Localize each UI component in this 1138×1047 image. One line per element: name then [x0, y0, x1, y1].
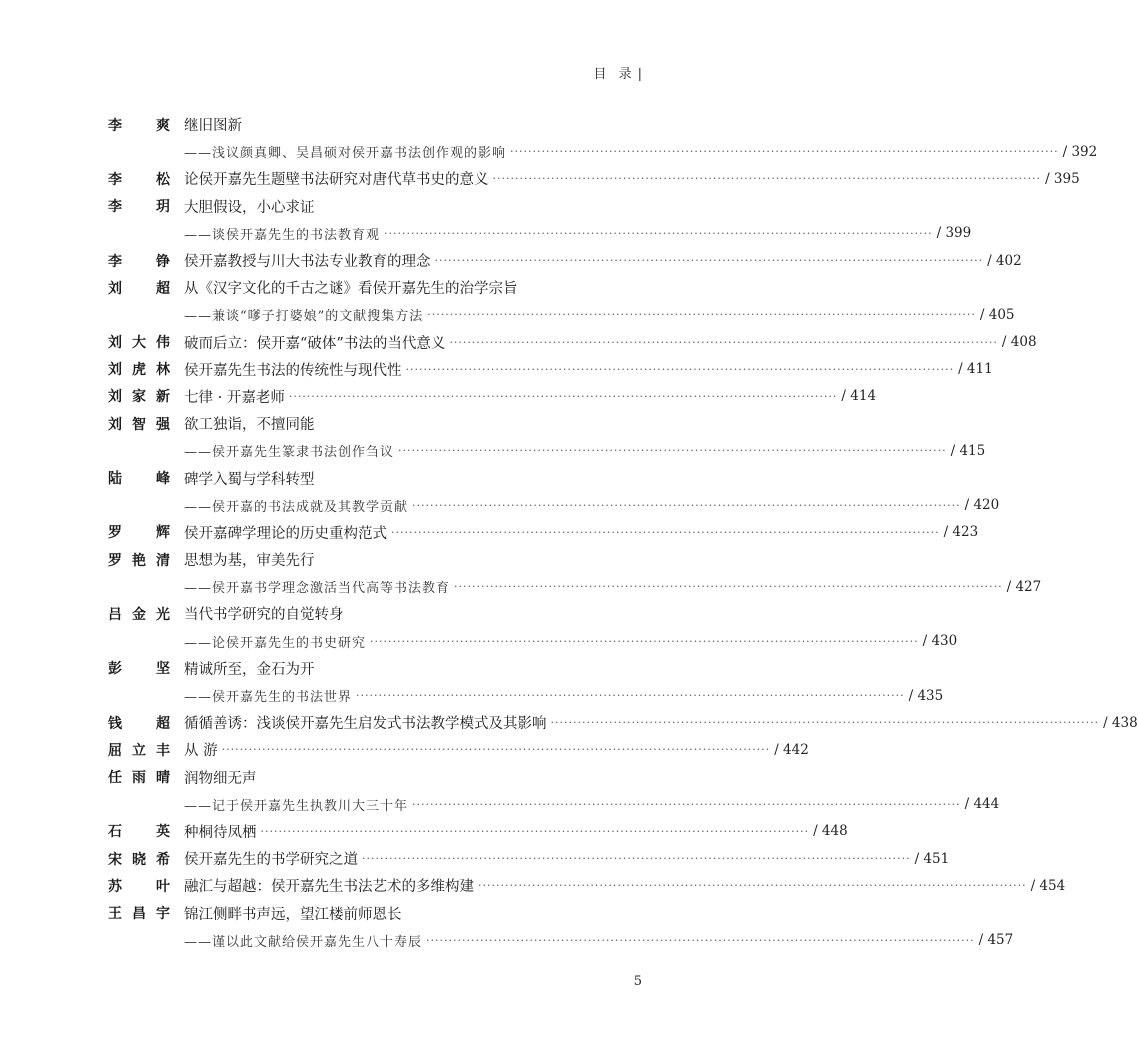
dot-leader [412, 798, 961, 811]
entry-subtitle: ——谈侯开嘉先生的书法教育观 [184, 227, 381, 243]
entry-page-number: / 444 [964, 796, 1000, 813]
entry-title: 碑学入蜀与学科转型 [184, 471, 315, 488]
entry-title: 侯开嘉教授与川大书法专业教育的理念 [184, 254, 431, 271]
entry-page-number: / 438 [1103, 714, 1138, 731]
entry-author: 李 玥 [108, 199, 170, 216]
entry-author: 刘智强 [108, 416, 170, 433]
header-bar: | [637, 67, 642, 82]
entry-page-number: / 454 [1030, 877, 1066, 894]
toc-entry[interactable] [108, 709, 1138, 736]
entry-author: 苏 叶 [108, 878, 170, 895]
toc-entry[interactable] [108, 165, 1080, 192]
toc-entry[interactable] [108, 899, 644, 926]
entry-author: 宋晓希 [108, 851, 170, 868]
toc-entry-subtitle-row[interactable] [108, 437, 986, 464]
entry-title: 侯开嘉先生书法的传统性与现代性 [184, 362, 402, 379]
toc-entry-subtitle-row[interactable] [108, 927, 1014, 954]
entry-page-number: / 399 [936, 225, 972, 242]
toc-entry-subtitle-row[interactable] [108, 682, 944, 709]
toc-entry[interactable] [108, 845, 950, 872]
entry-subtitle: ——谨以此文献给侯开嘉先生八十寿辰 [184, 934, 423, 950]
entry-author: 任雨晴 [108, 770, 170, 787]
entry-author: 刘大伟 [108, 335, 170, 352]
entry-page-number: / 392 [1062, 143, 1098, 160]
header-text: 目 录 [593, 67, 636, 82]
dot-leader [449, 336, 998, 349]
entry-author: 李 铮 [108, 253, 170, 270]
entry-title: 当代书学研究的自觉转身 [184, 607, 344, 624]
dot-leader [510, 145, 1059, 158]
dot-leader [370, 635, 919, 648]
toc-entry-subtitle-row[interactable] [108, 628, 958, 655]
entry-subtitle: ——兼谈“嗲子打婆娘”的文献搜集方法 [184, 309, 424, 325]
toc-entry[interactable] [108, 464, 644, 491]
entry-subtitle: ——浅议颜真卿、吴昌硕对侯开嘉书法创作观的影响 [184, 146, 507, 162]
table-of-contents [108, 111, 1138, 954]
entry-title: 思想为基，审美先行 [184, 553, 315, 570]
entry-author: 刘虎林 [108, 362, 170, 379]
entry-author: 钱 超 [108, 715, 170, 732]
entry-title: 大胆假设，小心求证 [184, 199, 315, 216]
entry-page-number: / 411 [958, 361, 993, 378]
entry-page-number: / 435 [908, 687, 944, 704]
entry-title: 循循善诱：浅谈侯开嘉先生启发式书法教学模式及其影响 [184, 716, 547, 733]
toc-entry-subtitle-row[interactable] [108, 492, 1000, 519]
dot-leader [406, 363, 955, 376]
toc-entry[interactable] [108, 410, 644, 437]
entry-author: 刘家新 [108, 389, 170, 406]
toc-entry-subtitle-row[interactable] [108, 138, 1098, 165]
entry-author: 陆 峰 [108, 471, 170, 488]
entry-subtitle: ——侯开嘉先生的书法世界 [184, 690, 353, 706]
toc-entry[interactable] [108, 764, 644, 791]
entry-author: 罗艳清 [108, 552, 170, 569]
toc-entry[interactable] [108, 818, 848, 845]
toc-entry[interactable] [108, 655, 644, 682]
entry-title: 七律 · 开嘉老师 [184, 389, 285, 406]
entry-author: 屈立丰 [108, 742, 170, 759]
toc-entry[interactable] [108, 872, 1066, 899]
entry-title: 欲工独诣，不擅同能 [184, 417, 315, 434]
entry-title: 论侯开嘉先生题壁书法研究对唐代草书史的意义 [184, 172, 489, 189]
entry-page-number: / 448 [813, 823, 848, 840]
entry-title: 从《汉字文化的千古之谜》看侯开嘉先生的治学宗旨 [184, 281, 518, 298]
dot-leader [454, 580, 1003, 593]
entry-page-number: / 423 [943, 524, 979, 541]
entry-subtitle: ——侯开嘉书学理念激活当代高等书法教育 [184, 581, 451, 597]
entry-subtitle: ——记于侯开嘉先生执教川大三十年 [184, 798, 409, 814]
toc-entry[interactable] [108, 356, 993, 383]
dot-leader [426, 934, 975, 947]
dot-leader [362, 852, 911, 865]
entry-author: 刘 超 [108, 280, 170, 297]
toc-entry[interactable] [108, 736, 809, 763]
entry-page-number: / 402 [987, 252, 1022, 269]
entry-title: 润物细无声 [184, 770, 257, 787]
dot-leader [551, 716, 1100, 729]
dot-leader [261, 825, 810, 838]
entry-author: 吕金光 [108, 606, 170, 623]
entry-page-number: / 414 [841, 388, 877, 405]
dot-leader [289, 390, 838, 403]
entry-subtitle: ——侯开嘉先生篆隶书法创作刍议 [184, 445, 395, 461]
toc-entry[interactable] [108, 274, 644, 301]
entry-page-number: / 395 [1045, 170, 1080, 187]
entry-page-number: / 430 [922, 633, 958, 650]
toc-entry[interactable] [108, 546, 644, 573]
entry-subtitle: ——论侯开嘉先生的书史研究 [184, 635, 367, 651]
dot-leader [478, 879, 1027, 892]
entry-page-number: / 408 [1001, 334, 1037, 351]
toc-entry-subtitle-row[interactable] [108, 301, 1015, 328]
entry-author: 彭 坚 [108, 661, 170, 678]
toc-entry[interactable] [108, 247, 1022, 274]
dot-leader [427, 308, 976, 321]
toc-entry-subtitle-row[interactable] [108, 220, 972, 247]
dot-leader [222, 743, 771, 756]
entry-author: 李 松 [108, 171, 170, 188]
running-header [593, 63, 642, 82]
dot-leader [356, 689, 905, 702]
page-number: 5 [633, 974, 642, 989]
toc-entry[interactable] [108, 329, 1037, 356]
entry-page-number: / 415 [950, 442, 986, 459]
entry-title: 锦江侧畔书声远，望江楼前师恩长 [184, 906, 402, 923]
entry-title: 种桐待凤栖 [184, 824, 257, 841]
dot-leader [384, 227, 933, 240]
entry-title: 侯开嘉先生的书学研究之道 [184, 852, 358, 869]
entry-author: 石 英 [108, 824, 170, 841]
entry-page-number: / 405 [979, 306, 1015, 323]
toc-entry[interactable] [108, 383, 877, 410]
entry-page-number: / 420 [964, 497, 1000, 514]
entry-page-number: / 442 [774, 741, 809, 758]
dot-leader [391, 526, 940, 539]
toc-entry[interactable] [108, 519, 979, 546]
entry-title: 精诚所至，金石为开 [184, 661, 315, 678]
entry-page-number: / 451 [914, 850, 950, 867]
dot-leader [398, 444, 947, 457]
entry-author: 李 爽 [108, 117, 170, 134]
entry-page-number: / 457 [978, 932, 1014, 949]
entry-title: 从 游 [184, 743, 218, 760]
dot-leader [412, 499, 961, 512]
entry-author: 罗 辉 [108, 525, 170, 542]
entry-title: 继旧图新 [184, 118, 242, 135]
entry-page-number: / 427 [1006, 578, 1042, 595]
entry-title: 破而后立：侯开嘉“破体”书法的当代意义 [184, 335, 446, 352]
dot-leader [435, 254, 984, 267]
toc-entry[interactable] [108, 193, 644, 220]
toc-entry-subtitle-row[interactable] [108, 573, 1042, 600]
toc-entry[interactable] [108, 600, 644, 627]
entry-title: 侯开嘉碑学理论的历史重构范式 [184, 525, 387, 542]
entry-subtitle: ——侯开嘉的书法成就及其教学贡献 [184, 499, 409, 515]
entry-author: 王昌宇 [108, 906, 170, 923]
entry-title: 融汇与超越：侯开嘉先生书法艺术的多维构建 [184, 879, 474, 896]
toc-entry-subtitle-row[interactable] [108, 791, 1000, 818]
dot-leader [493, 172, 1042, 185]
toc-entry[interactable] [108, 111, 644, 138]
